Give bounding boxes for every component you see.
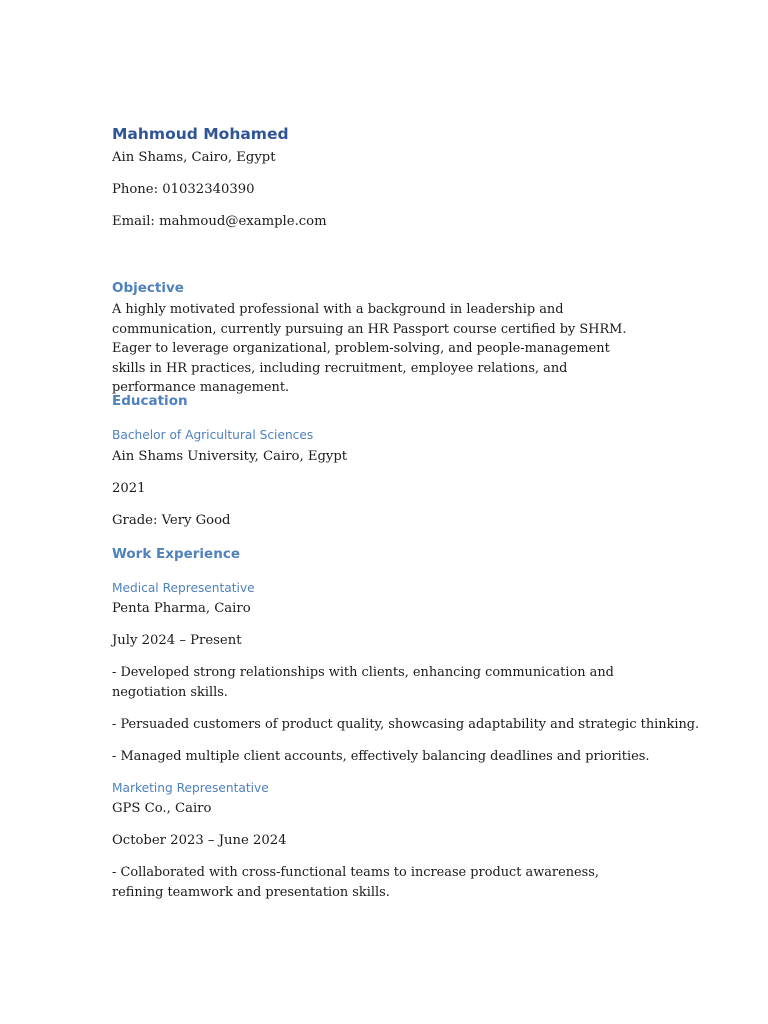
job-bullet: - Persuaded customers of product quality, showcasing adaptability and strategic thinking. [112,717,700,732]
degree-title: Bachelor of Agricultural Sciences [112,428,314,442]
job-dates: July 2024 – Present [112,633,242,648]
email: Email: mahmoud@example.com [112,214,327,229]
objective-text: A highly motivated professional with a background in leadership and communication, currently pursuing an HR Passport course certified by SHRM. Eager to leverage organizational, problem-solving, and people-management skills in HR practices, including recruitment, employee relations, and performance management. [112,302,627,395]
job-bullet: - Collaborated with cross-functional teams to increase product awareness, refining teamwork and presentation skills. [112,865,599,900]
school: Ain Shams University, Cairo, Egypt [112,449,348,464]
job-bullet: - Developed strong relationships with clients, enhancing communication and negotiation skills. [112,665,614,700]
job-title: Medical Representative [112,581,255,595]
graduation-year: 2021 [112,481,146,496]
objective-heading: Objective [112,280,184,296]
job-dates: October 2023 – June 2024 [112,833,287,848]
education-heading: Education [112,393,188,409]
phone: Phone: 01032340390 [112,182,255,197]
candidate-name: Mahmoud Mohamed [112,125,289,143]
job-title: Marketing Representative [112,781,269,795]
address: Ain Shams, Cairo, Egypt [112,150,276,165]
work-experience-heading: Work Experience [112,546,240,562]
job-company: Penta Pharma, Cairo [112,601,251,616]
job-bullet: - Managed multiple client accounts, effectively balancing deadlines and priorities. [112,749,650,764]
grade: Grade: Very Good [112,513,231,528]
job-company: GPS Co., Cairo [112,801,212,816]
